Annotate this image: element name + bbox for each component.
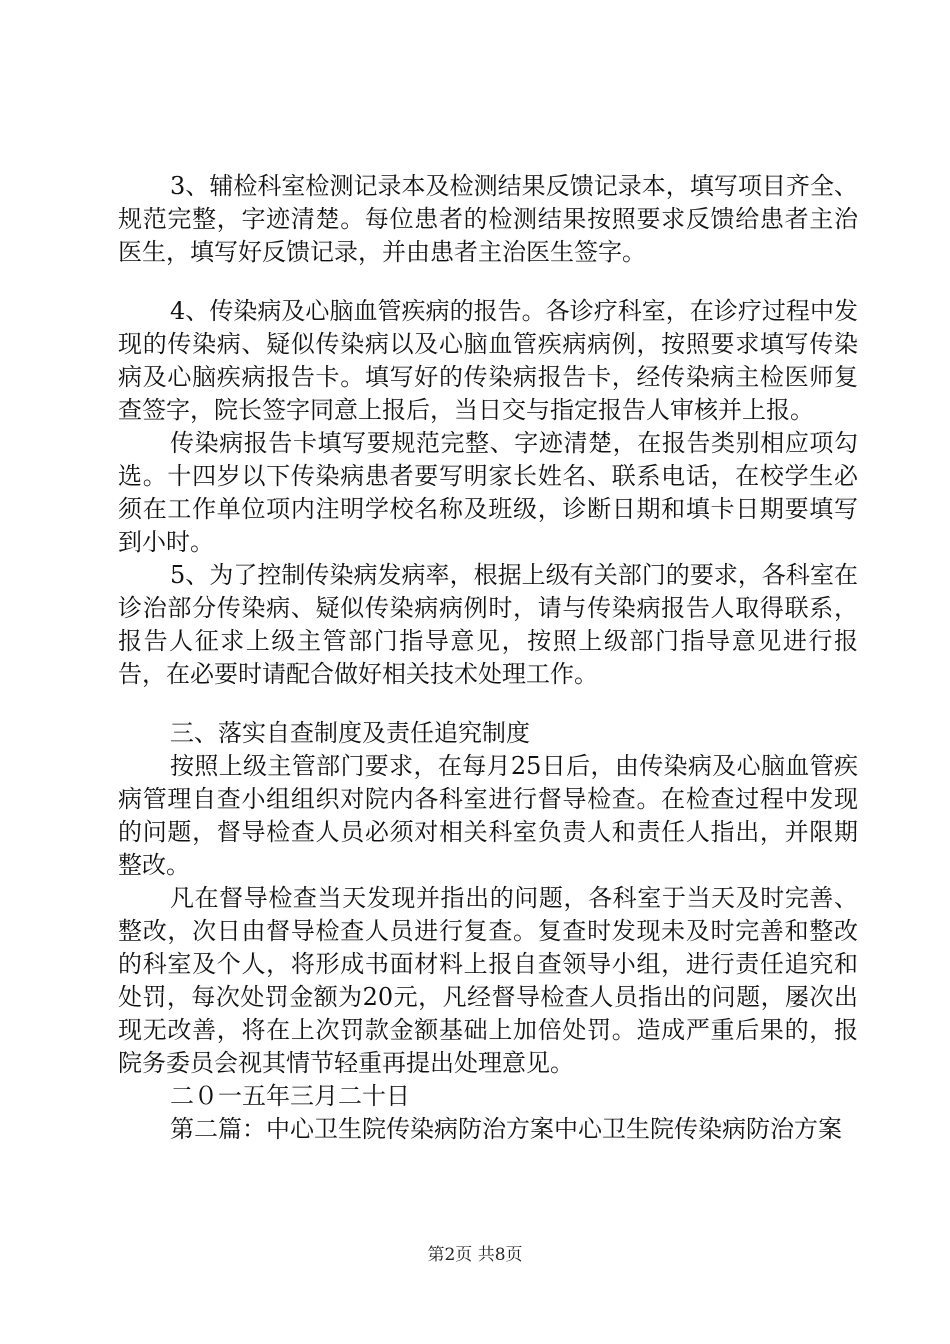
- paragraph-report-card: 传染病报告卡填写要规范完整、字迹清楚，在报告类别相应项勾选。十四岁以下传染病患者要写明家长姓名、联系电话，在校学生必须在工作单位项内注明学校名称及班级，诊断日期和填卡日期要填写到小时。: [118, 429, 858, 556]
- paragraph-item-4: 4、传染病及心脑血管疾病的报告。各诊疗科室，在诊疗过程中发现的传染病、疑似传染病以及心脑血管疾病病例，按照要求填写传染病及心脑疾病报告卡。填写好的传染病报告卡，经传染病主检医师复查签字，院长签字同意上报后，当日交与指定报告人审核并上报。: [118, 297, 858, 424]
- page-footer: 第2页 共8页: [427, 1245, 523, 1265]
- paragraph-monthly-inspection: 按照上级主管部门要求，在每月25日后，由传染病及心脑血管疾病管理自查小组组织对院内各科室进行督导检查。在检查过程中发现的问题，督导检查人员必须对相关科室负责人和责任人指出，并限期整改。: [118, 752, 858, 879]
- paragraph-item-5: 5、为了控制传染病发病率，根据上级有关部门的要求，各科室在诊治部分传染病、疑似传染病病例时，请与传染病报告人取得联系，报告人征求上级主管部门指导意见，按照上级部门指导意见进行报告，在必要时请配合做好相关技术处理工作。: [118, 561, 858, 688]
- paragraph-item-3: 3、辅检科室检测记录本及检测结果反馈记录本，填写项目齐全、规范完整，字迹清楚。每位患者的检测结果按照要求反馈给患者主治医生，填写好反馈记录，并由患者主治医生签字。: [118, 172, 858, 266]
- next-chapter-title: 第二篇：中心卫生院传染病防治方案中心卫生院传染病防治方案: [170, 1115, 842, 1143]
- document-date: 二０一五年三月二十日: [170, 1082, 410, 1110]
- section-heading-self-check: 三、落实自查制度及责任追究制度: [170, 719, 530, 747]
- document-body: [118, 170, 858, 1146]
- paragraph-penalty: 凡在督导检查当天发现并指出的问题，各科室于当天及时完善、整改，次日由督导检查人员进行复查。复查时发现未及时完善和整改的科室及个人，将形成书面材料上报自查领导小组，进行责任追究和处罚，每次处罚金额为20元，凡经督导检查人员指出的问题，屡次出现无改善，将在上次罚款金额基础上加倍处罚。造成严重后果的，报院务委员会视其情节轻重再提出处理意见。: [118, 884, 858, 1077]
